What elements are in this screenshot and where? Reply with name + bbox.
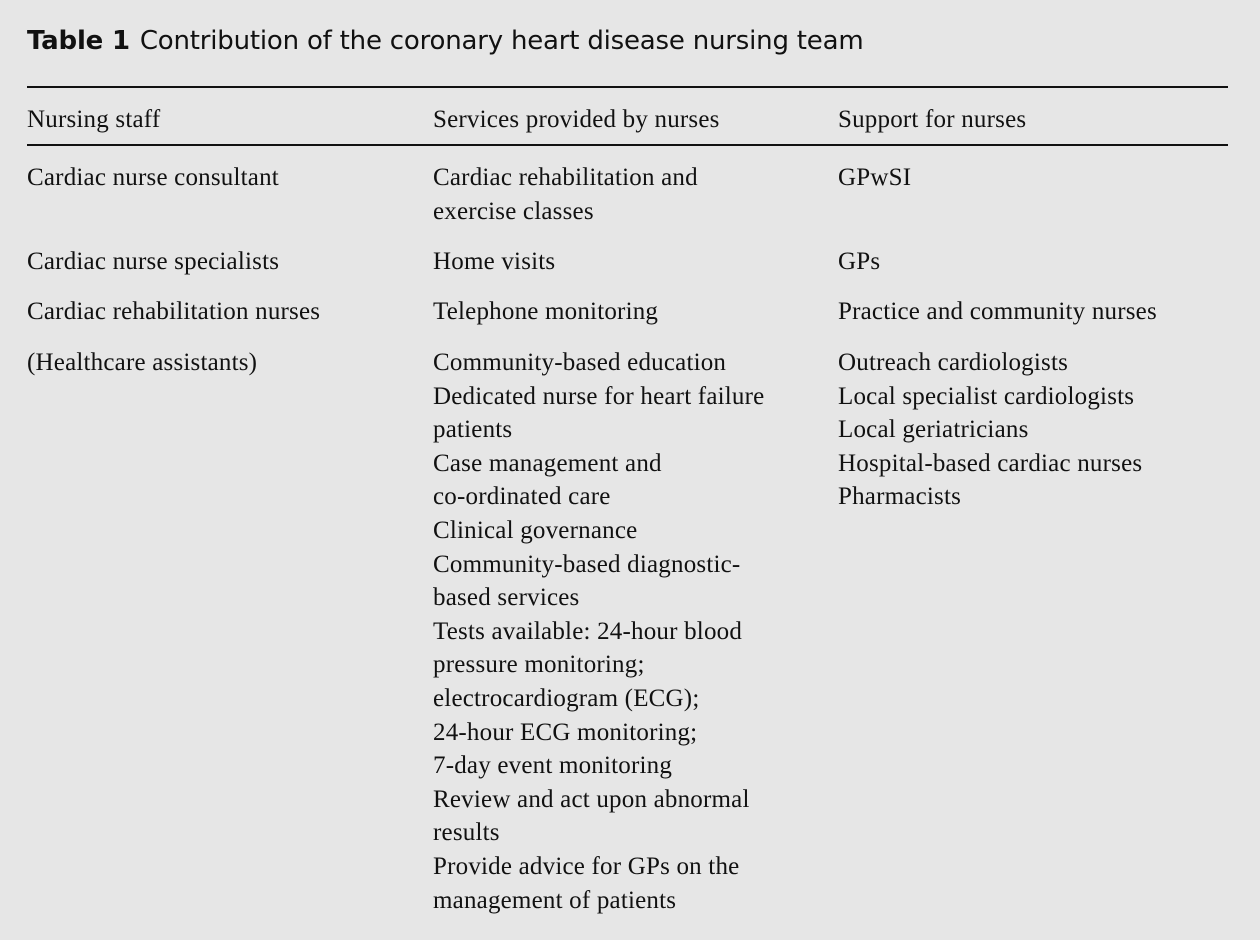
support-cell	[838, 295, 1157, 329]
staff-cell: Cardiac nurse consultant	[27, 164, 279, 191]
service-line: results	[433, 819, 500, 847]
service-line: pressure monitoring;	[433, 651, 645, 679]
services-cell	[433, 245, 555, 279]
support-line: GPs	[838, 248, 881, 275]
support-cell	[838, 161, 911, 195]
service-line: Cardiac rehabilitation and	[433, 164, 698, 191]
service-line: Clinical governance	[433, 516, 638, 544]
support-line: Local specialist cardiologists	[838, 382, 1135, 410]
table-caption	[27, 26, 863, 56]
support-line: Practice and community nurses	[838, 298, 1157, 325]
service-line: Telephone monitoring	[433, 298, 659, 325]
service-line: based services	[433, 584, 580, 612]
services-cell	[433, 295, 658, 329]
service-line: Community-based education	[433, 349, 727, 376]
support-line: Hospital-based cardiac nurses	[838, 449, 1143, 477]
table-header-rule	[27, 144, 1228, 146]
services-cell	[433, 346, 764, 917]
table-title: Contribution of the coronary heart disease nursing team	[139, 26, 864, 56]
support-line: Pharmacists	[838, 483, 962, 511]
support-line: Local geriatricians	[838, 416, 1029, 444]
services-cell	[433, 161, 698, 228]
service-line: 24-hour ECG monitoring;	[433, 718, 698, 746]
support-cell	[838, 245, 880, 279]
service-line: patients	[433, 416, 513, 444]
staff-cell: Cardiac rehabilitation nurses	[27, 298, 321, 325]
service-line: Dedicated nurse for heart failure	[433, 382, 765, 410]
service-line: 7-day event monitoring	[433, 752, 673, 780]
table-header-row	[27, 103, 1228, 135]
service-line: Case management and	[433, 449, 662, 477]
service-line: Home visits	[433, 248, 556, 275]
service-line: Provide advice for GPs on the	[433, 852, 740, 880]
support-line: GPwSI	[838, 164, 912, 191]
service-line: co-ordinated care	[433, 483, 611, 511]
staff-cell: Cardiac nurse specialists	[27, 248, 280, 275]
staff-cell: (Healthcare assistants)	[27, 349, 258, 376]
header-support: Support for nurses	[838, 106, 1027, 133]
service-line: management of patients	[433, 886, 677, 914]
service-line: Tests available: 24-hour blood	[433, 617, 743, 645]
header-services: Services provided by nurses	[433, 106, 720, 133]
support-line: Outreach cardiologists	[838, 349, 1069, 376]
service-line: exercise classes	[433, 197, 594, 225]
support-cell	[838, 346, 1142, 514]
service-line: Community-based diagnostic-	[433, 550, 741, 578]
header-nursing-staff: Nursing staff	[27, 106, 161, 133]
service-line: electrocardiogram (ECG);	[433, 684, 700, 712]
table-top-rule	[27, 86, 1228, 88]
table-number: Table 1	[27, 26, 130, 56]
service-line: Review and act upon abnormal	[433, 785, 750, 813]
